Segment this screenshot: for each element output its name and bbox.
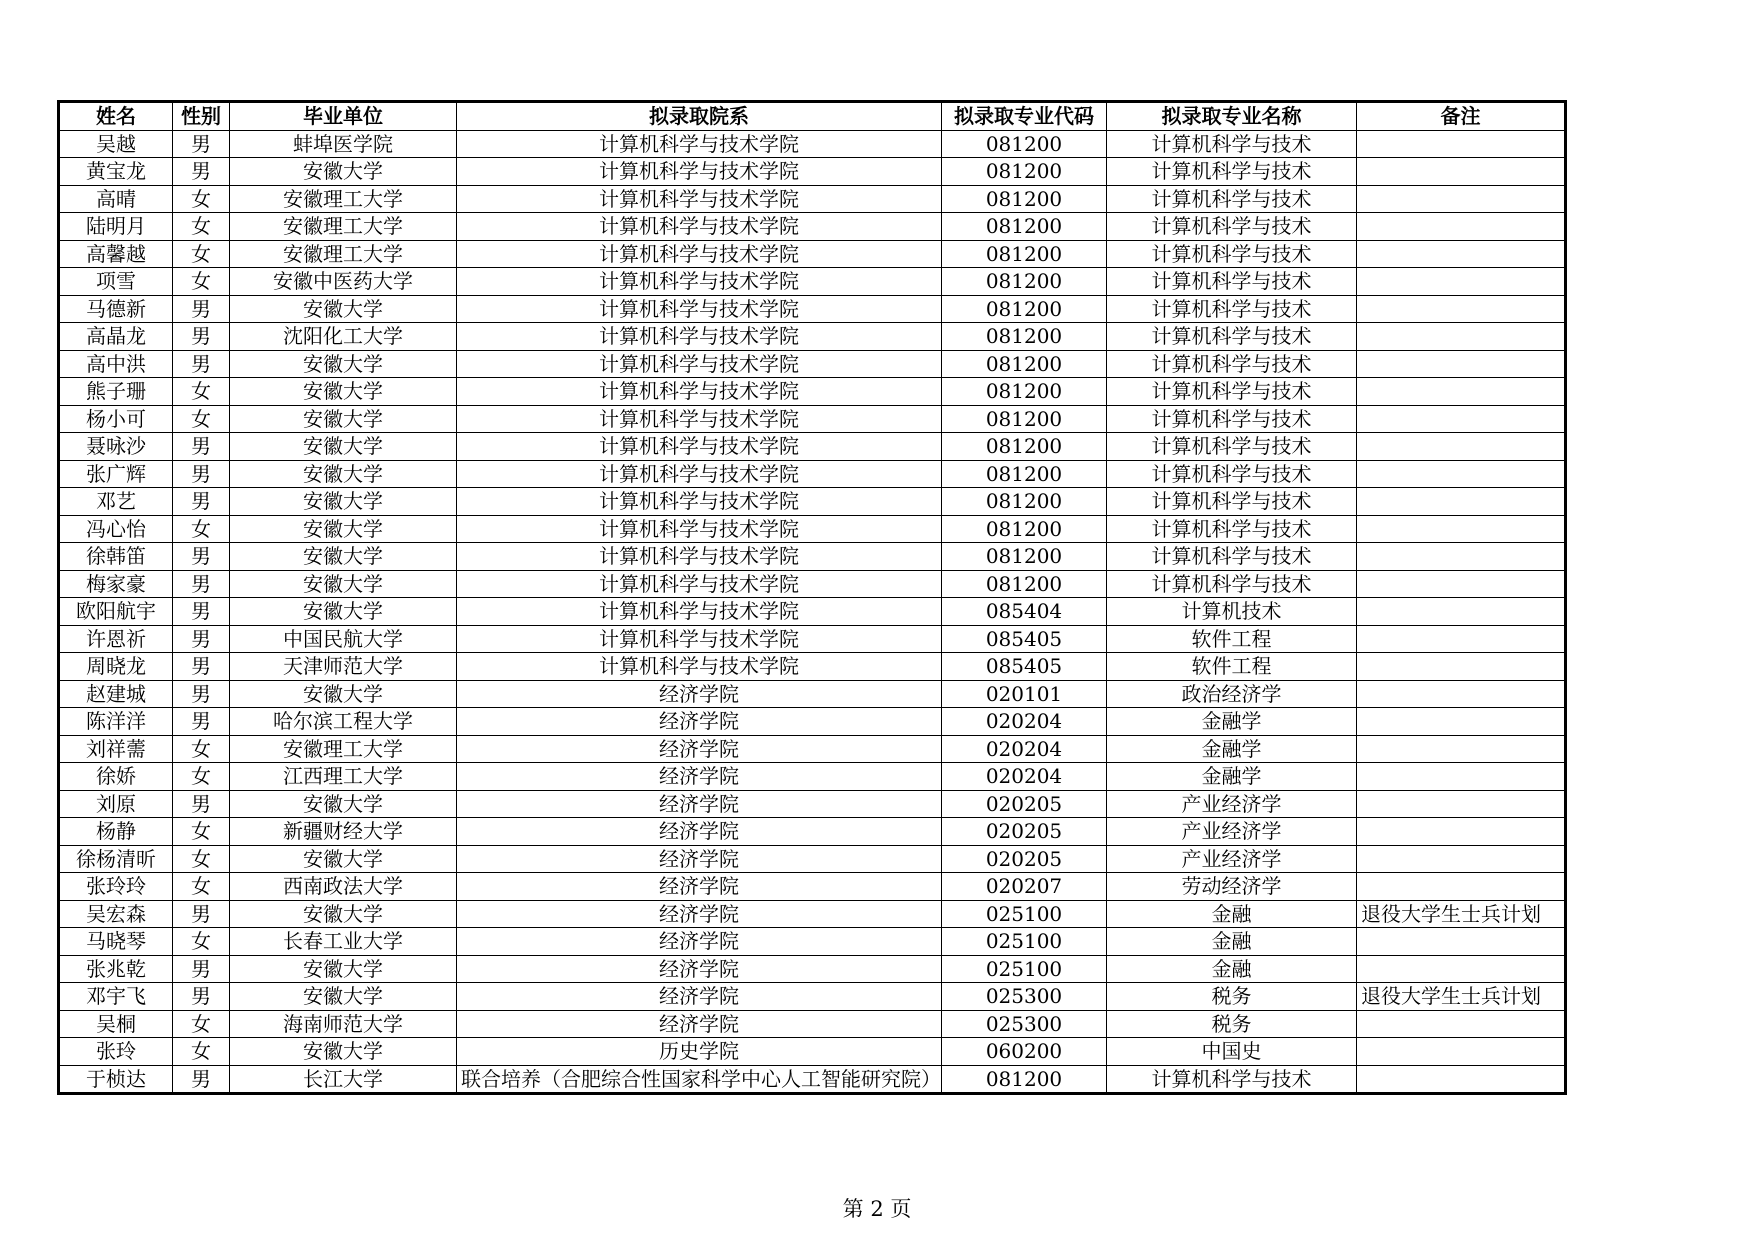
major-name-cell: 产业经济学 xyxy=(1107,818,1357,846)
school-cell: 新疆财经大学 xyxy=(230,818,457,846)
school-cell: 安徽大学 xyxy=(230,405,457,433)
remark-cell xyxy=(1357,598,1566,626)
remark-cell xyxy=(1357,955,1566,983)
remark-cell xyxy=(1357,818,1566,846)
department-cell: 计算机科学与技术学院 xyxy=(457,130,942,158)
remark-cell xyxy=(1357,460,1566,488)
name-cell: 吴桐 xyxy=(59,1010,173,1038)
name-cell: 吴宏森 xyxy=(59,900,173,928)
admission-table xyxy=(57,100,1567,1095)
name-cell: 高馨越 xyxy=(59,240,173,268)
school-cell: 安徽大学 xyxy=(230,378,457,406)
major-code-cell: 060200 xyxy=(942,1038,1107,1066)
name-cell: 徐娇 xyxy=(59,763,173,791)
name-cell: 马德新 xyxy=(59,295,173,323)
remark-header: 备注 xyxy=(1357,102,1566,131)
name-cell: 邓艺 xyxy=(59,488,173,516)
school-cell: 安徽大学 xyxy=(230,350,457,378)
name-cell: 张玲 xyxy=(59,1038,173,1066)
major-name-cell: 计算机科学与技术 xyxy=(1107,543,1357,571)
school-cell: 安徽大学 xyxy=(230,845,457,873)
remark-cell xyxy=(1357,158,1566,186)
table-row xyxy=(59,955,1566,983)
table-row xyxy=(59,1065,1566,1094)
remark-cell xyxy=(1357,323,1566,351)
major-name-cell: 计算机科学与技术 xyxy=(1107,130,1357,158)
table-row xyxy=(59,735,1566,763)
name-cell: 聂咏沙 xyxy=(59,433,173,461)
school-cell: 海南师范大学 xyxy=(230,1010,457,1038)
table-row xyxy=(59,323,1566,351)
major-name-cell: 计算机科学与技术 xyxy=(1107,295,1357,323)
table-row xyxy=(59,1010,1566,1038)
department-cell: 经济学院 xyxy=(457,900,942,928)
name-cell: 梅家豪 xyxy=(59,570,173,598)
school-cell: 安徽大学 xyxy=(230,955,457,983)
gender-cell: 女 xyxy=(173,845,230,873)
major-code-cell: 081200 xyxy=(942,323,1107,351)
table-row xyxy=(59,130,1566,158)
major-name-cell: 计算机科学与技术 xyxy=(1107,405,1357,433)
major-name-cell: 金融 xyxy=(1107,928,1357,956)
major-name-cell: 计算机科学与技术 xyxy=(1107,1065,1357,1094)
remark-cell xyxy=(1357,570,1566,598)
major-name-cell: 计算机科学与技术 xyxy=(1107,213,1357,241)
remark-cell: 退役大学生士兵计划 xyxy=(1357,900,1566,928)
department-cell: 经济学院 xyxy=(457,735,942,763)
table-row xyxy=(59,213,1566,241)
name-cell: 张玲玲 xyxy=(59,873,173,901)
department-cell: 计算机科学与技术学院 xyxy=(457,323,942,351)
major-name-cell: 金融 xyxy=(1107,955,1357,983)
table-body xyxy=(59,130,1566,1094)
major-name-cell: 计算机科学与技术 xyxy=(1107,323,1357,351)
remark-cell xyxy=(1357,488,1566,516)
name-cell: 赵建城 xyxy=(59,680,173,708)
school-cell: 安徽大学 xyxy=(230,460,457,488)
major-name-cell: 金融 xyxy=(1107,900,1357,928)
gender-cell: 男 xyxy=(173,350,230,378)
name-cell: 高中洪 xyxy=(59,350,173,378)
name-cell: 马晓琴 xyxy=(59,928,173,956)
gender-cell: 女 xyxy=(173,515,230,543)
school-cell: 安徽大学 xyxy=(230,295,457,323)
school-cell: 安徽大学 xyxy=(230,900,457,928)
school-cell: 安徽大学 xyxy=(230,543,457,571)
major-code-cell: 085405 xyxy=(942,653,1107,681)
remark-cell xyxy=(1357,790,1566,818)
school-cell: 西南政法大学 xyxy=(230,873,457,901)
major-name-cell: 计算机科学与技术 xyxy=(1107,185,1357,213)
major-name-cell: 计算机科学与技术 xyxy=(1107,460,1357,488)
department-cell: 计算机科学与技术学院 xyxy=(457,625,942,653)
table-row xyxy=(59,625,1566,653)
table-row xyxy=(59,405,1566,433)
remark-cell xyxy=(1357,268,1566,296)
remark-cell xyxy=(1357,735,1566,763)
name-cell: 黄宝龙 xyxy=(59,158,173,186)
department-cell: 计算机科学与技术学院 xyxy=(457,653,942,681)
department-cell: 计算机科学与技术学院 xyxy=(457,158,942,186)
major-code-cell: 020205 xyxy=(942,790,1107,818)
gender-cell: 男 xyxy=(173,570,230,598)
gender-cell: 女 xyxy=(173,818,230,846)
school-cell: 天津师范大学 xyxy=(230,653,457,681)
department-cell: 计算机科学与技术学院 xyxy=(457,213,942,241)
major-name-cell: 计算机科学与技术 xyxy=(1107,268,1357,296)
gender-header: 性别 xyxy=(173,102,230,131)
remark-cell xyxy=(1357,1010,1566,1038)
table-row xyxy=(59,570,1566,598)
major-code-cell: 081200 xyxy=(942,185,1107,213)
school-cell: 哈尔滨工程大学 xyxy=(230,708,457,736)
name-cell: 徐杨清昕 xyxy=(59,845,173,873)
major-code-cell: 020204 xyxy=(942,763,1107,791)
gender-cell: 男 xyxy=(173,433,230,461)
major-code-cell: 081200 xyxy=(942,350,1107,378)
department-cell: 经济学院 xyxy=(457,983,942,1011)
department-cell: 经济学院 xyxy=(457,955,942,983)
school-cell: 安徽中医药大学 xyxy=(230,268,457,296)
table-row xyxy=(59,158,1566,186)
major-code-cell: 081200 xyxy=(942,158,1107,186)
major-name-cell: 产业经济学 xyxy=(1107,790,1357,818)
major-code-cell: 020205 xyxy=(942,845,1107,873)
table-row xyxy=(59,295,1566,323)
major-name-cell: 税务 xyxy=(1107,983,1357,1011)
major-name-cell: 计算机科学与技术 xyxy=(1107,240,1357,268)
name-cell: 张广辉 xyxy=(59,460,173,488)
name-cell: 高晶龙 xyxy=(59,323,173,351)
major-name-cell: 计算机科学与技术 xyxy=(1107,433,1357,461)
name-cell: 刘祥薷 xyxy=(59,735,173,763)
major-code-cell: 085404 xyxy=(942,598,1107,626)
gender-cell: 男 xyxy=(173,955,230,983)
name-cell: 于桢达 xyxy=(59,1065,173,1094)
department-cell: 经济学院 xyxy=(457,928,942,956)
gender-cell: 男 xyxy=(173,130,230,158)
school-cell: 长春工业大学 xyxy=(230,928,457,956)
table-row xyxy=(59,515,1566,543)
school-cell: 沈阳化工大学 xyxy=(230,323,457,351)
school-cell: 安徽大学 xyxy=(230,515,457,543)
gender-cell: 男 xyxy=(173,983,230,1011)
major-code-cell: 081200 xyxy=(942,570,1107,598)
major-name-cell: 计算机科学与技术 xyxy=(1107,515,1357,543)
gender-cell: 男 xyxy=(173,680,230,708)
major-code-cell: 081200 xyxy=(942,515,1107,543)
department-cell: 经济学院 xyxy=(457,845,942,873)
department-cell: 计算机科学与技术学院 xyxy=(457,433,942,461)
gender-cell: 女 xyxy=(173,735,230,763)
table-row xyxy=(59,488,1566,516)
remark-cell xyxy=(1357,708,1566,736)
department-cell: 经济学院 xyxy=(457,790,942,818)
remark-cell xyxy=(1357,433,1566,461)
remark-cell xyxy=(1357,378,1566,406)
major-name-cell: 金融学 xyxy=(1107,763,1357,791)
name-cell: 杨小可 xyxy=(59,405,173,433)
remark-cell xyxy=(1357,295,1566,323)
name-cell: 许恩祈 xyxy=(59,625,173,653)
name-cell: 刘原 xyxy=(59,790,173,818)
school-header: 毕业单位 xyxy=(230,102,457,131)
remark-cell xyxy=(1357,625,1566,653)
gender-cell: 男 xyxy=(173,790,230,818)
name-cell: 高晴 xyxy=(59,185,173,213)
name-cell: 冯心怡 xyxy=(59,515,173,543)
remark-cell xyxy=(1357,350,1566,378)
gender-cell: 女 xyxy=(173,268,230,296)
table-row xyxy=(59,598,1566,626)
remark-cell xyxy=(1357,653,1566,681)
header-row xyxy=(59,102,1566,131)
table-row xyxy=(59,845,1566,873)
school-cell: 安徽大学 xyxy=(230,158,457,186)
remark-cell xyxy=(1357,515,1566,543)
department-cell: 计算机科学与技术学院 xyxy=(457,570,942,598)
table-header xyxy=(59,102,1566,131)
gender-cell: 女 xyxy=(173,873,230,901)
department-cell: 计算机科学与技术学院 xyxy=(457,488,942,516)
major-code-cell: 020204 xyxy=(942,708,1107,736)
remark-cell xyxy=(1357,928,1566,956)
gender-cell: 女 xyxy=(173,213,230,241)
name-cell: 吴越 xyxy=(59,130,173,158)
gender-cell: 女 xyxy=(173,928,230,956)
gender-cell: 男 xyxy=(173,460,230,488)
major-code-cell: 025300 xyxy=(942,983,1107,1011)
table-row xyxy=(59,240,1566,268)
remark-cell xyxy=(1357,763,1566,791)
major-name-cell: 软件工程 xyxy=(1107,653,1357,681)
gender-cell: 女 xyxy=(173,763,230,791)
table-row xyxy=(59,433,1566,461)
major-name-cell: 金融学 xyxy=(1107,708,1357,736)
major-name-cell: 金融学 xyxy=(1107,735,1357,763)
school-cell: 安徽大学 xyxy=(230,570,457,598)
major-code-cell: 081200 xyxy=(942,240,1107,268)
major-code-cell: 025300 xyxy=(942,1010,1107,1038)
gender-cell: 女 xyxy=(173,1010,230,1038)
department-cell: 历史学院 xyxy=(457,1038,942,1066)
remark-cell xyxy=(1357,680,1566,708)
table-row xyxy=(59,790,1566,818)
gender-cell: 男 xyxy=(173,323,230,351)
department-cell: 经济学院 xyxy=(457,1010,942,1038)
school-cell: 安徽理工大学 xyxy=(230,213,457,241)
table-row xyxy=(59,983,1566,1011)
major-name-header: 拟录取专业名称 xyxy=(1107,102,1357,131)
table-row xyxy=(59,818,1566,846)
name-cell: 邓宇飞 xyxy=(59,983,173,1011)
major-code-cell: 020205 xyxy=(942,818,1107,846)
major-name-cell: 税务 xyxy=(1107,1010,1357,1038)
major-code-cell: 081200 xyxy=(942,405,1107,433)
name-cell: 周晓龙 xyxy=(59,653,173,681)
department-cell: 计算机科学与技术学院 xyxy=(457,405,942,433)
school-cell: 安徽大学 xyxy=(230,790,457,818)
remark-cell: 退役大学生士兵计划 xyxy=(1357,983,1566,1011)
gender-cell: 男 xyxy=(173,625,230,653)
page-number: 第 2 页 xyxy=(842,1197,912,1221)
remark-cell xyxy=(1357,130,1566,158)
major-code-cell: 020207 xyxy=(942,873,1107,901)
school-cell: 安徽大学 xyxy=(230,680,457,708)
major-name-cell: 计算机技术 xyxy=(1107,598,1357,626)
school-cell: 安徽大学 xyxy=(230,488,457,516)
major-code-cell: 025100 xyxy=(942,900,1107,928)
name-cell: 徐韩笛 xyxy=(59,543,173,571)
name-cell: 陈洋洋 xyxy=(59,708,173,736)
gender-cell: 男 xyxy=(173,295,230,323)
major-name-cell: 计算机科学与技术 xyxy=(1107,350,1357,378)
major-code-cell: 081200 xyxy=(942,130,1107,158)
gender-cell: 女 xyxy=(173,405,230,433)
table-row xyxy=(59,653,1566,681)
major-code-cell: 081200 xyxy=(942,378,1107,406)
gender-cell: 男 xyxy=(173,488,230,516)
table-row xyxy=(59,900,1566,928)
major-name-cell: 计算机科学与技术 xyxy=(1107,570,1357,598)
department-cell: 计算机科学与技术学院 xyxy=(457,378,942,406)
department-cell: 经济学院 xyxy=(457,708,942,736)
remark-cell xyxy=(1357,405,1566,433)
school-cell: 安徽理工大学 xyxy=(230,185,457,213)
department-cell: 联合培养（合肥综合性国家科学中心人工智能研究院） xyxy=(457,1065,942,1094)
major-code-cell: 081200 xyxy=(942,213,1107,241)
department-cell: 计算机科学与技术学院 xyxy=(457,543,942,571)
major-name-cell: 产业经济学 xyxy=(1107,845,1357,873)
remark-cell xyxy=(1357,1065,1566,1094)
department-cell: 计算机科学与技术学院 xyxy=(457,240,942,268)
table-row xyxy=(59,350,1566,378)
table-row xyxy=(59,873,1566,901)
name-cell: 项雪 xyxy=(59,268,173,296)
school-cell: 蚌埠医学院 xyxy=(230,130,457,158)
gender-cell: 女 xyxy=(173,1038,230,1066)
remark-cell xyxy=(1357,185,1566,213)
major-code-cell: 081200 xyxy=(942,460,1107,488)
major-name-cell: 中国史 xyxy=(1107,1038,1357,1066)
table-row xyxy=(59,763,1566,791)
department-cell: 计算机科学与技术学院 xyxy=(457,598,942,626)
name-cell: 熊子珊 xyxy=(59,378,173,406)
table-row xyxy=(59,185,1566,213)
gender-cell: 男 xyxy=(173,543,230,571)
department-cell: 经济学院 xyxy=(457,873,942,901)
remark-cell xyxy=(1357,213,1566,241)
remark-cell xyxy=(1357,543,1566,571)
major-name-cell: 计算机科学与技术 xyxy=(1107,378,1357,406)
school-cell: 安徽大学 xyxy=(230,598,457,626)
name-cell: 杨静 xyxy=(59,818,173,846)
school-cell: 安徽大学 xyxy=(230,1038,457,1066)
gender-cell: 男 xyxy=(173,708,230,736)
school-cell: 安徽大学 xyxy=(230,983,457,1011)
major-code-cell: 081200 xyxy=(942,543,1107,571)
remark-cell xyxy=(1357,240,1566,268)
school-cell: 长江大学 xyxy=(230,1065,457,1094)
department-cell: 经济学院 xyxy=(457,680,942,708)
major-code-header: 拟录取专业代码 xyxy=(942,102,1107,131)
major-code-cell: 025100 xyxy=(942,928,1107,956)
major-code-cell: 085405 xyxy=(942,625,1107,653)
gender-cell: 女 xyxy=(173,378,230,406)
major-code-cell: 020101 xyxy=(942,680,1107,708)
major-code-cell: 081200 xyxy=(942,488,1107,516)
table-row xyxy=(59,268,1566,296)
department-cell: 经济学院 xyxy=(457,763,942,791)
table-row xyxy=(59,378,1566,406)
department-cell: 计算机科学与技术学院 xyxy=(457,295,942,323)
name-header: 姓名 xyxy=(59,102,173,131)
table-row xyxy=(59,543,1566,571)
school-cell: 安徽理工大学 xyxy=(230,240,457,268)
department-cell: 计算机科学与技术学院 xyxy=(457,350,942,378)
department-header: 拟录取院系 xyxy=(457,102,942,131)
major-code-cell: 081200 xyxy=(942,433,1107,461)
table-row xyxy=(59,680,1566,708)
remark-cell xyxy=(1357,873,1566,901)
gender-cell: 男 xyxy=(173,900,230,928)
table-row xyxy=(59,708,1566,736)
name-cell: 欧阳航宇 xyxy=(59,598,173,626)
department-cell: 计算机科学与技术学院 xyxy=(457,268,942,296)
department-cell: 计算机科学与技术学院 xyxy=(457,515,942,543)
department-cell: 计算机科学与技术学院 xyxy=(457,460,942,488)
table-row xyxy=(59,928,1566,956)
school-cell: 安徽大学 xyxy=(230,433,457,461)
remark-cell xyxy=(1357,1038,1566,1066)
major-code-cell: 081200 xyxy=(942,268,1107,296)
name-cell: 张兆乾 xyxy=(59,955,173,983)
school-cell: 江西理工大学 xyxy=(230,763,457,791)
gender-cell: 女 xyxy=(173,240,230,268)
school-cell: 安徽理工大学 xyxy=(230,735,457,763)
gender-cell: 男 xyxy=(173,158,230,186)
department-cell: 计算机科学与技术学院 xyxy=(457,185,942,213)
table-row xyxy=(59,460,1566,488)
major-name-cell: 政治经济学 xyxy=(1107,680,1357,708)
major-code-cell: 081200 xyxy=(942,1065,1107,1094)
major-name-cell: 劳动经济学 xyxy=(1107,873,1357,901)
department-cell: 经济学院 xyxy=(457,818,942,846)
table-row xyxy=(59,1038,1566,1066)
major-name-cell: 计算机科学与技术 xyxy=(1107,158,1357,186)
major-code-cell: 020204 xyxy=(942,735,1107,763)
major-name-cell: 计算机科学与技术 xyxy=(1107,488,1357,516)
gender-cell: 女 xyxy=(173,185,230,213)
major-code-cell: 081200 xyxy=(942,295,1107,323)
gender-cell: 男 xyxy=(173,653,230,681)
gender-cell: 男 xyxy=(173,598,230,626)
major-code-cell: 025100 xyxy=(942,955,1107,983)
major-name-cell: 软件工程 xyxy=(1107,625,1357,653)
gender-cell: 男 xyxy=(173,1065,230,1094)
name-cell: 陆明月 xyxy=(59,213,173,241)
school-cell: 中国民航大学 xyxy=(230,625,457,653)
remark-cell xyxy=(1357,845,1566,873)
